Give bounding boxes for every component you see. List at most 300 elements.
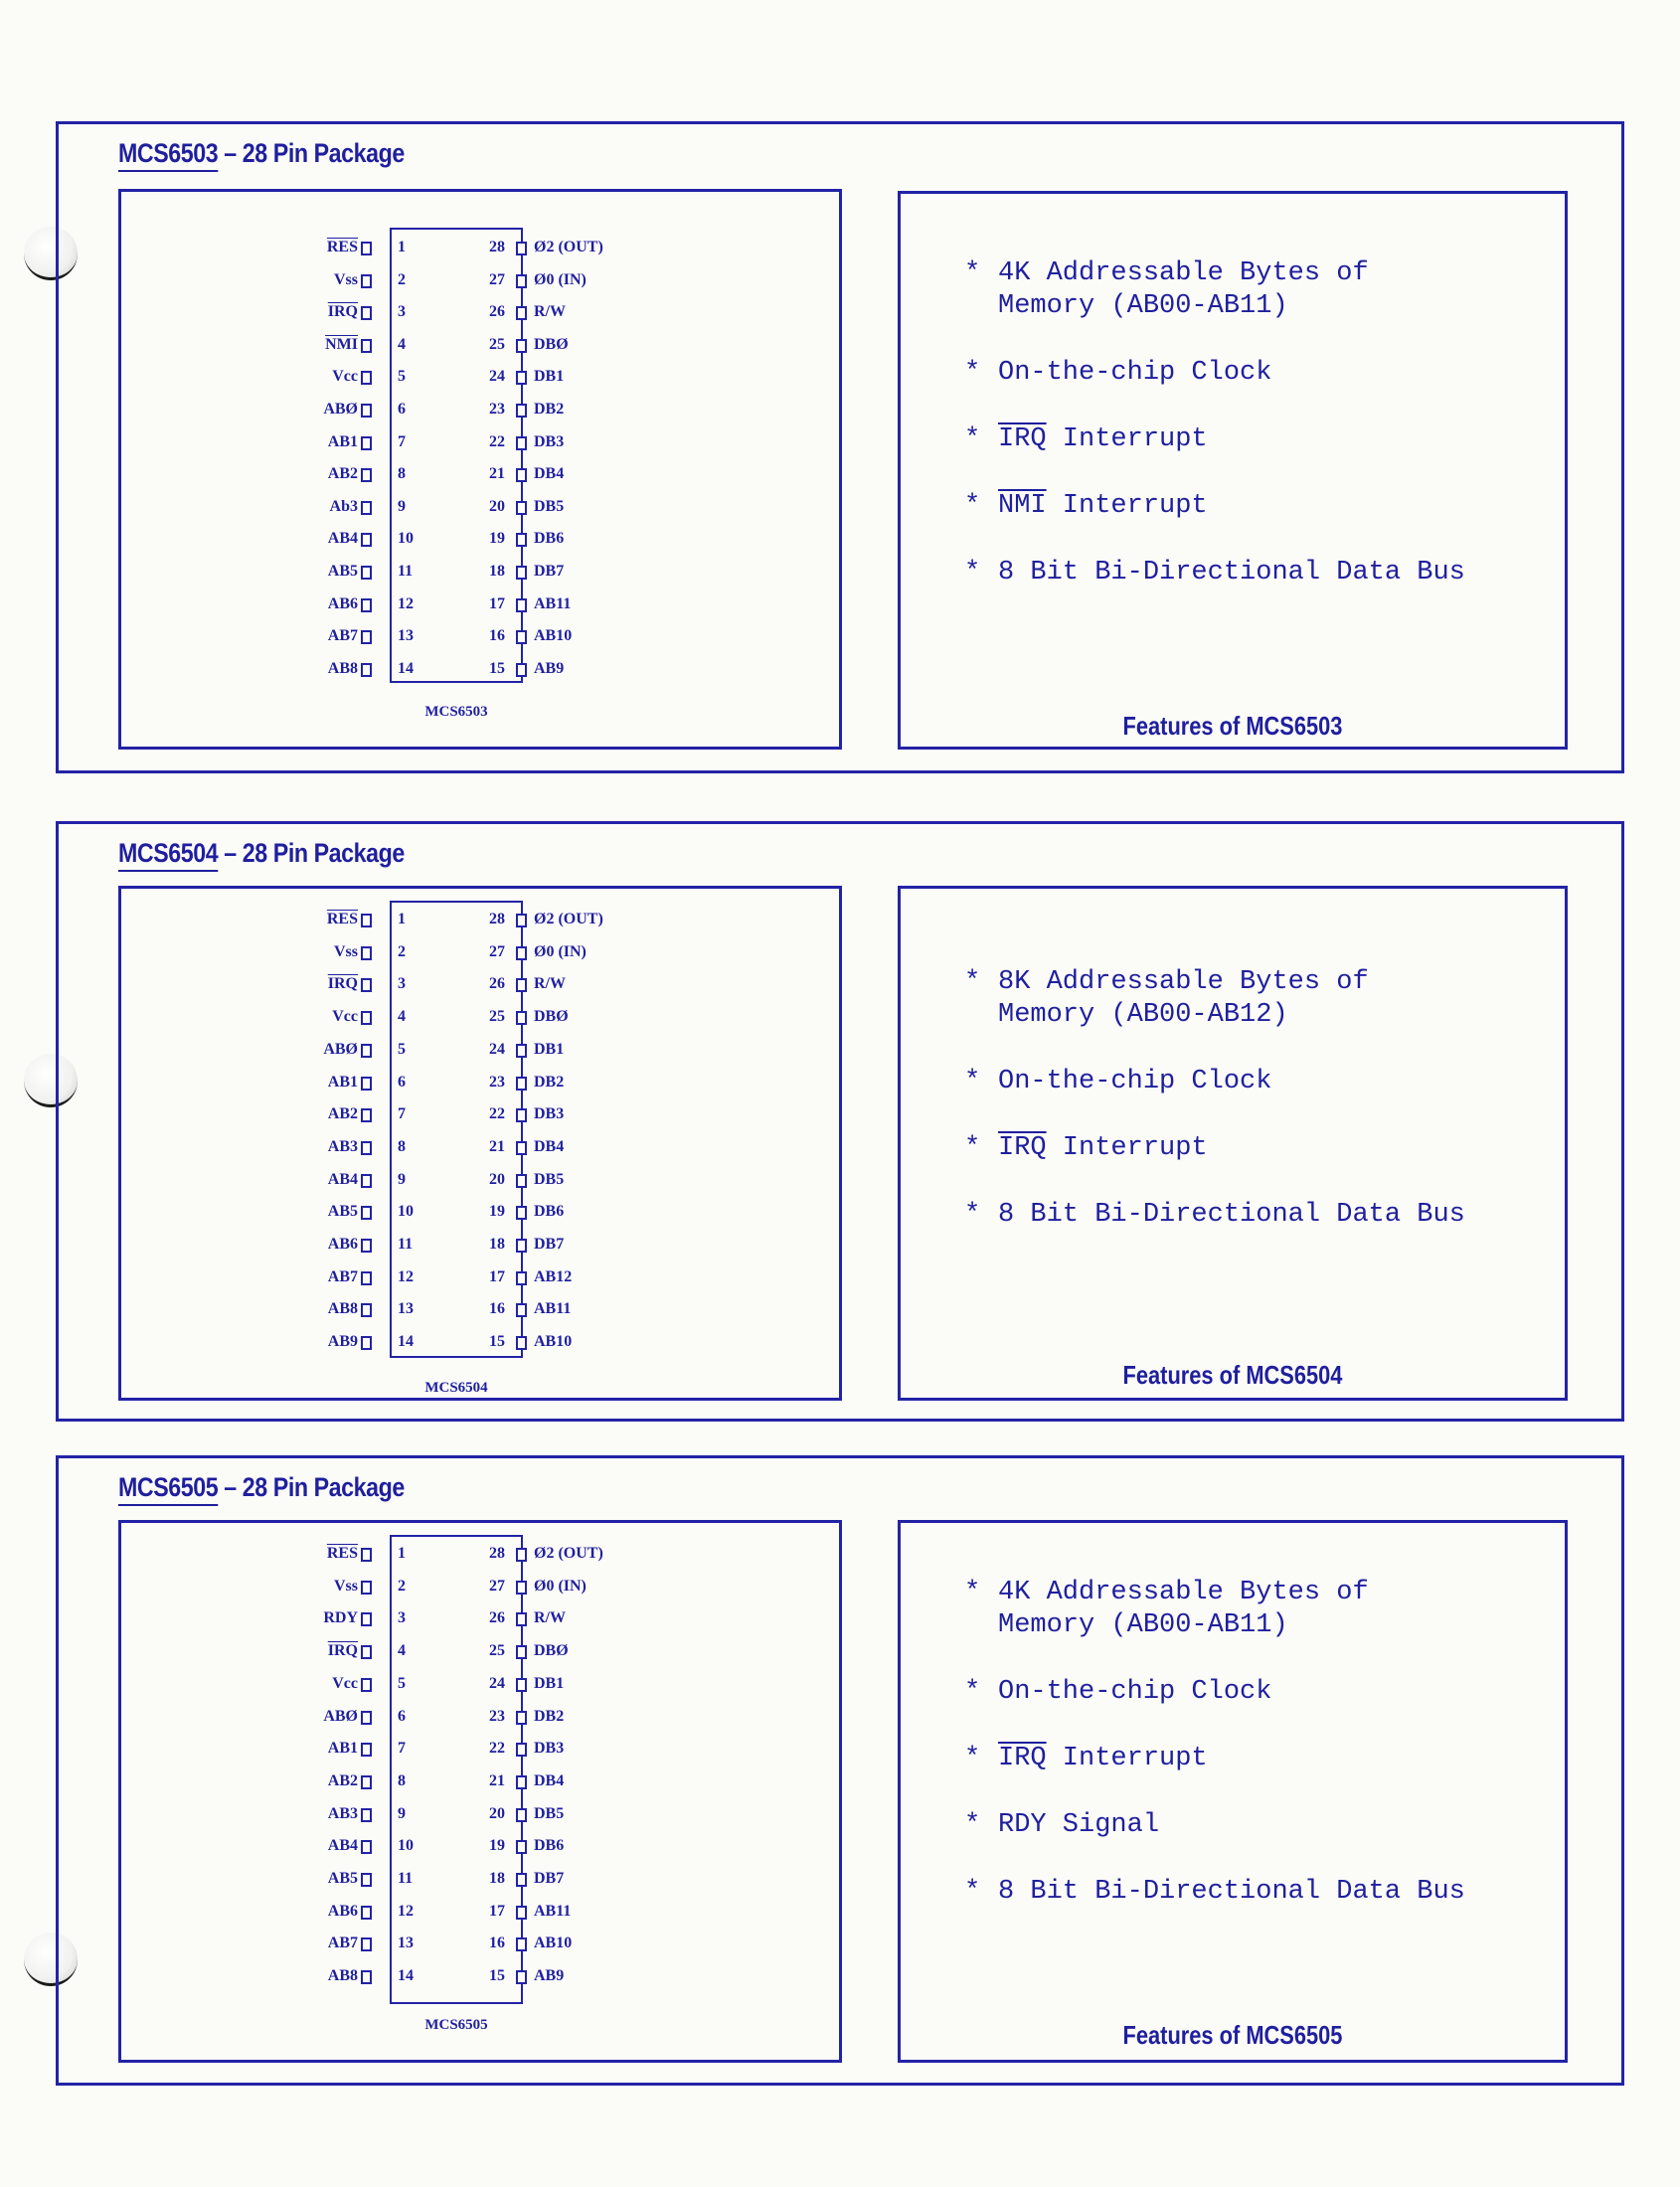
pin-pad-icon (361, 1581, 372, 1595)
pin-label: AB8 (327, 659, 358, 677)
pin-left (241, 1604, 406, 1634)
pin-pad-icon (516, 1011, 527, 1025)
pinout-box (118, 1520, 842, 2063)
pin-right (420, 1263, 718, 1293)
pin-number: 2 (398, 270, 406, 288)
pin-right (420, 1069, 718, 1098)
pin-label: AB3 (327, 1137, 358, 1155)
model-name: MCS6505 (118, 1472, 219, 1502)
pin-left (241, 1540, 406, 1570)
pin-number: 7 (398, 432, 406, 450)
bullet-star-icon: * (964, 358, 981, 388)
feature-item (964, 490, 1465, 523)
feature-text: 8 Bit Bi-Directional Data Bus (998, 1877, 1465, 1907)
pin-pad-icon (516, 1239, 527, 1253)
pin-number: 23 (489, 1073, 505, 1091)
chip-label: MCS6504 (424, 1380, 488, 1396)
bullet-star-icon: * (964, 1200, 981, 1230)
pin-left (241, 1328, 414, 1358)
pin-right (420, 1003, 718, 1033)
pin-right (420, 1735, 718, 1765)
pin-number: 19 (489, 530, 505, 548)
pin-number: 21 (489, 1771, 505, 1789)
feature-text: On-the-chip Clock (998, 1067, 1272, 1096)
pin-pad-icon (516, 1271, 527, 1285)
pin-number: 2 (398, 942, 406, 960)
pin-pad-icon (361, 404, 372, 418)
pin-right (420, 970, 718, 1000)
chip-label: MCS6505 (424, 2017, 488, 2033)
bullet-star-icon: * (964, 1133, 981, 1163)
feature-item (964, 557, 1465, 589)
pin-label: AB9 (534, 659, 565, 677)
pin-label: Ø0 (IN) (534, 270, 587, 288)
pin-label: Ø0 (IN) (534, 1577, 587, 1595)
pin-pad-icon (361, 1970, 372, 1984)
pin-pad-icon (516, 242, 527, 255)
pin-pad-icon (516, 914, 527, 927)
pin-number: 22 (489, 432, 505, 450)
pin-right (420, 1670, 718, 1700)
pin-label: DB2 (534, 401, 565, 418)
pin-number: 25 (489, 1008, 505, 1026)
feature-text: 8K Addressable Bytes of Memory (AB00-AB12) (998, 967, 1369, 1030)
pin-label: DB1 (534, 368, 565, 386)
pin-left (241, 460, 406, 490)
pin-left (241, 1930, 414, 1959)
pin-pad-icon (361, 1108, 372, 1122)
pin-label: AB11 (534, 1902, 572, 1920)
pin-left (241, 938, 406, 968)
pin-number: 18 (489, 1236, 505, 1253)
pin-number: 20 (489, 1170, 505, 1188)
pin-label: $\overline{IRQ}$ (327, 303, 358, 321)
pin-label: Vcc (332, 1008, 358, 1026)
pin-pad-icon (361, 242, 372, 255)
pin-label: AB10 (534, 1333, 573, 1351)
pin-label: AB6 (327, 594, 358, 612)
bullet-star-icon: * (964, 258, 981, 288)
panel-title (118, 1472, 405, 1503)
pin-left (241, 1703, 406, 1733)
pin-number: 21 (489, 465, 505, 483)
pin-left (241, 1832, 414, 1862)
pin-number: 1 (398, 911, 406, 927)
pin-number: 24 (489, 1674, 505, 1692)
feature-signal: $\overline{IRQ}$ (998, 1133, 1047, 1163)
pin-left (241, 428, 406, 458)
pin-number: 28 (489, 239, 505, 255)
pin-label: Vcc (332, 1674, 358, 1692)
pin-pad-icon (516, 1612, 527, 1626)
pin-label: DB6 (534, 1837, 565, 1855)
pin-label: Ø2 (OUT) (534, 239, 603, 255)
pin-label: ABØ (323, 1707, 358, 1725)
features-caption: Features of MCS6503 (1122, 711, 1343, 741)
pin-label: AB3 (327, 1804, 358, 1822)
pin-pad-icon (361, 1271, 372, 1285)
pin-label: AB5 (327, 1203, 358, 1221)
pin-number: 23 (489, 401, 505, 418)
pin-label: AB6 (327, 1902, 358, 1920)
pin-pad-icon (361, 1011, 372, 1025)
pin-pad-icon (361, 371, 372, 385)
pin-left (241, 1100, 406, 1130)
pin-label: AB2 (327, 1105, 358, 1123)
pin-left (241, 1800, 406, 1830)
title-suffix: – 28 Pin Package (218, 138, 405, 168)
pinout-box (118, 189, 842, 750)
pin-number: 25 (489, 335, 505, 353)
pin-right (420, 1962, 718, 1992)
pin-pad-icon (361, 566, 372, 580)
pin-number: 10 (398, 1837, 414, 1855)
pin-left (241, 1670, 406, 1700)
pin-number: 9 (398, 497, 406, 515)
pin-number: 5 (398, 1674, 406, 1692)
panel-title (118, 838, 405, 869)
pin-number: 18 (489, 1870, 505, 1887)
pin-right (420, 234, 718, 263)
pin-label: AB8 (327, 1967, 358, 1985)
pin-pad-icon (516, 1743, 527, 1757)
pin-right (420, 590, 718, 620)
pin-right (420, 906, 718, 935)
pin-right (420, 298, 718, 328)
pin-right (420, 622, 718, 652)
pin-right (420, 1540, 718, 1570)
pin-left (241, 622, 414, 652)
pin-number: 24 (489, 1040, 505, 1058)
pin-pad-icon (516, 468, 527, 482)
pin-left (241, 1133, 406, 1163)
pin-label: DB3 (534, 1740, 565, 1758)
pin-label: RDY (323, 1609, 358, 1627)
model-name: MCS6503 (118, 138, 219, 168)
pin-pad-icon (516, 1808, 527, 1822)
pin-pad-icon (361, 1141, 372, 1155)
pin-pad-icon (361, 1678, 372, 1692)
pin-number: 8 (398, 1771, 406, 1789)
pin-number: 26 (489, 1609, 505, 1627)
pin-left (241, 493, 406, 523)
bullet-star-icon: * (964, 1677, 981, 1707)
pin-pad-icon (516, 404, 527, 418)
feature-item (964, 257, 1465, 323)
pin-label: $\overline{IRQ}$ (327, 1642, 358, 1660)
pin-left (241, 1003, 406, 1033)
pin-pad-icon (361, 946, 372, 960)
features-caption: Features of MCS6504 (1122, 1360, 1343, 1390)
pin-label: AB2 (327, 465, 358, 483)
pin-number: 27 (489, 1577, 505, 1595)
feature-item (964, 1132, 1465, 1165)
pin-label: Vcc (332, 368, 358, 386)
pin-left (241, 1166, 406, 1196)
pin-pad-icon (361, 533, 372, 547)
feature-item (964, 1876, 1465, 1909)
pin-label: AB1 (327, 432, 358, 450)
pin-pad-icon (516, 1077, 527, 1091)
pin-left (241, 590, 414, 620)
features-box (898, 191, 1568, 750)
pin-number: 6 (398, 1073, 406, 1091)
pin-pad-icon (361, 1937, 372, 1951)
pin-number: 10 (398, 530, 414, 548)
pin-label: AB6 (327, 1236, 358, 1253)
pin-pad-icon (516, 598, 527, 612)
pin-right (420, 396, 718, 425)
pin-pad-icon (516, 1174, 527, 1188)
pin-left (241, 1231, 414, 1261)
pin-number: 4 (398, 1642, 406, 1660)
bullet-star-icon: * (964, 1810, 981, 1840)
features-box (898, 886, 1568, 1401)
pin-pad-icon (516, 1303, 527, 1317)
pin-label: AB11 (534, 1300, 572, 1318)
pin-pad-icon (516, 946, 527, 960)
pin-right (420, 1573, 718, 1602)
pin-label: Vss (333, 942, 358, 960)
pin-number: 3 (398, 1609, 406, 1627)
pin-label: DB1 (534, 1040, 565, 1058)
pin-left (241, 906, 406, 935)
pin-number: 17 (489, 594, 505, 612)
feature-text: 8 Bit Bi-Directional Data Bus (998, 1200, 1465, 1230)
package-panel (56, 821, 1624, 1422)
pin-pad-icon (361, 1645, 372, 1659)
pin-left (241, 558, 414, 588)
pin-number: 4 (398, 1008, 406, 1026)
pin-label: Vss (333, 1577, 358, 1595)
pin-pad-icon (361, 1206, 372, 1220)
feature-item (964, 1809, 1465, 1842)
chip-label: MCS6503 (424, 704, 488, 720)
pin-number: 15 (489, 1333, 505, 1351)
bullet-star-icon: * (964, 1578, 981, 1607)
pin-left (241, 1898, 414, 1928)
feature-signal: $\overline{IRQ}$ (998, 1744, 1047, 1773)
pin-pad-icon (516, 1711, 527, 1725)
pin-right (420, 1800, 718, 1830)
pin-pad-icon (516, 1678, 527, 1692)
pin-pad-icon (516, 436, 527, 450)
feature-signal: $\overline{IRQ}$ (998, 424, 1047, 454)
pin-number: 19 (489, 1837, 505, 1855)
feature-text: Interrupt (1046, 1133, 1208, 1163)
pin-label: AB1 (327, 1740, 358, 1758)
pin-label: AB9 (534, 1967, 565, 1985)
pin-right (420, 1637, 718, 1667)
title-suffix: – 28 Pin Package (218, 1472, 405, 1502)
pin-number: 6 (398, 401, 406, 418)
pin-number: 27 (489, 270, 505, 288)
pin-number: 17 (489, 1902, 505, 1920)
pin-pad-icon (361, 339, 372, 353)
pin-label: DB2 (534, 1707, 565, 1725)
pin-left (241, 298, 406, 328)
pin-pad-icon (361, 306, 372, 320)
bullet-star-icon: * (964, 967, 981, 997)
pin-right (420, 655, 718, 685)
pin-number: 1 (398, 1545, 406, 1562)
pin-right (420, 525, 718, 555)
pin-left (241, 970, 406, 1000)
pin-left (241, 525, 414, 555)
pin-label: DB4 (534, 465, 565, 483)
pin-right (420, 1865, 718, 1895)
pin-number: 10 (398, 1203, 414, 1221)
pin-pad-icon (516, 501, 527, 515)
pin-pad-icon (361, 1077, 372, 1091)
pin-left (241, 655, 414, 685)
feature-list (964, 257, 1465, 623)
pin-label: DB6 (534, 530, 565, 548)
pin-number: 13 (398, 627, 414, 645)
pin-left (241, 396, 406, 425)
pin-number: 23 (489, 1707, 505, 1725)
pin-right (420, 938, 718, 968)
pin-label: DB7 (534, 1236, 565, 1253)
bullet-star-icon: * (964, 491, 981, 521)
pin-label: Ø0 (IN) (534, 942, 587, 960)
pin-left (241, 1295, 414, 1325)
pin-number: 11 (398, 1870, 414, 1887)
pin-pad-icon (361, 978, 372, 992)
model-name: MCS6504 (118, 838, 219, 868)
pin-number: 20 (489, 497, 505, 515)
pin-label: AB5 (327, 1870, 358, 1887)
pin-pad-icon (361, 1840, 372, 1854)
pin-number: 5 (398, 1040, 406, 1058)
pin-label: AB10 (534, 627, 573, 645)
pin-left (241, 331, 406, 361)
pin-pad-icon (361, 274, 372, 288)
pin-number: 9 (398, 1170, 406, 1188)
pin-number: 7 (398, 1105, 406, 1123)
pin-label: AB4 (327, 530, 358, 548)
pin-label: Ø2 (OUT) (534, 1545, 603, 1562)
pin-number: 14 (398, 1967, 414, 1985)
pin-label: DB7 (534, 1870, 565, 1887)
pin-label: Ø2 (OUT) (534, 911, 603, 927)
pin-pad-icon (361, 1336, 372, 1350)
pin-label: $\overline{RES}$ (326, 1545, 358, 1562)
pin-right (420, 460, 718, 490)
pin-right (420, 1036, 718, 1066)
pin-number: 26 (489, 975, 505, 993)
pin-number: 6 (398, 1707, 406, 1725)
pin-number: 3 (398, 975, 406, 993)
pin-right (420, 1166, 718, 1196)
pin-label: AB2 (327, 1771, 358, 1789)
pin-right (420, 1832, 718, 1862)
pin-label: DB5 (534, 497, 565, 515)
pin-number: 15 (489, 659, 505, 677)
features-box (898, 1520, 1568, 2063)
pin-pad-icon (516, 1775, 527, 1789)
pin-pad-icon (516, 1645, 527, 1659)
pin-pad-icon (516, 1141, 527, 1155)
pin-pad-icon (361, 1303, 372, 1317)
pin-label: DB4 (534, 1771, 565, 1789)
pin-number: 1 (398, 239, 406, 255)
pin-number: 8 (398, 1137, 406, 1155)
pin-pad-icon (361, 1775, 372, 1789)
pin-label: AB8 (327, 1300, 358, 1318)
pin-label: DB3 (534, 432, 565, 450)
pin-right (420, 1703, 718, 1733)
feature-item (964, 357, 1465, 390)
pin-left (241, 363, 406, 393)
feature-text: 4K Addressable Bytes of Memory (AB00-AB11) (998, 258, 1369, 321)
pin-pad-icon (361, 1239, 372, 1253)
pin-number: 13 (398, 1300, 414, 1318)
pin-label: Vss (333, 270, 358, 288)
pin-pad-icon (361, 1873, 372, 1887)
pin-left (241, 1865, 414, 1895)
pin-pad-icon (361, 1743, 372, 1757)
pin-number: 12 (398, 594, 414, 612)
pin-number: 22 (489, 1105, 505, 1123)
pin-number: 2 (398, 1577, 406, 1595)
pin-label: R/W (534, 975, 566, 993)
pin-pad-icon (361, 1711, 372, 1725)
pin-pad-icon (361, 1044, 372, 1058)
pin-pad-icon (516, 566, 527, 580)
pin-pad-icon (516, 1970, 527, 1984)
pin-number: 16 (489, 1300, 505, 1318)
pin-pad-icon (361, 914, 372, 927)
pin-number: 26 (489, 303, 505, 321)
pin-label: DBØ (534, 335, 569, 353)
pin-pad-icon (361, 468, 372, 482)
pin-number: 9 (398, 1804, 406, 1822)
pin-right (420, 266, 718, 296)
pin-pad-icon (361, 663, 372, 677)
pin-label: DB5 (534, 1804, 565, 1822)
pin-label: AB7 (327, 1267, 358, 1285)
pin-number: 24 (489, 368, 505, 386)
pin-label: R/W (534, 1609, 566, 1627)
package-panel (56, 121, 1624, 773)
pin-pad-icon (361, 1906, 372, 1920)
pin-pad-icon (516, 306, 527, 320)
pin-pad-icon (516, 663, 527, 677)
feature-item (964, 423, 1465, 456)
pin-label: AB4 (327, 1170, 358, 1188)
pin-right (420, 493, 718, 523)
pin-label: DB7 (534, 563, 565, 580)
pin-number: 13 (398, 1935, 414, 1952)
pin-label: DB5 (534, 1170, 565, 1188)
pin-label: AB9 (327, 1333, 358, 1351)
pin-right (420, 1231, 718, 1261)
pin-number: 19 (489, 1203, 505, 1221)
pin-left (241, 1573, 406, 1602)
pin-label: DB3 (534, 1105, 565, 1123)
pin-number: 22 (489, 1740, 505, 1758)
pin-pad-icon (516, 1206, 527, 1220)
pin-pad-icon (516, 1108, 527, 1122)
pin-label: $\overline{NMI}$ (325, 335, 358, 353)
pin-pad-icon (516, 1044, 527, 1058)
feature-text: 4K Addressable Bytes of Memory (AB00-AB11) (998, 1578, 1369, 1640)
pin-left (241, 1198, 414, 1228)
pin-pad-icon (516, 1336, 527, 1350)
pin-right (420, 331, 718, 361)
pin-label: DB6 (534, 1203, 565, 1221)
